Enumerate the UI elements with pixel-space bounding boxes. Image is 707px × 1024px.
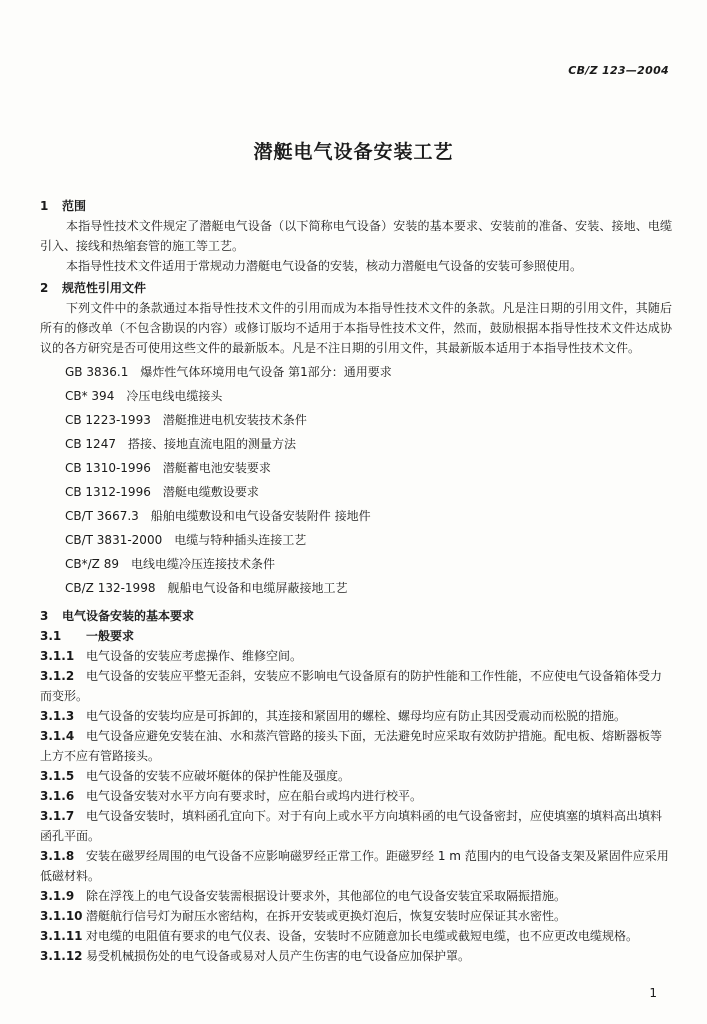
clause — [40, 846, 672, 886]
clause — [40, 706, 672, 726]
clause-number: 3.1.3 — [40, 709, 75, 723]
section-heading-basic-requirements — [40, 606, 672, 626]
clause-text: 电气设备安装对水平方向有要求时，应在船台或坞内进行校平。 — [86, 789, 423, 803]
reference-list — [40, 360, 672, 600]
reference-item — [65, 432, 672, 456]
clause-number: 3.1.6 — [40, 789, 75, 803]
reference-code: CB/Z 132-1998 — [65, 581, 156, 595]
document-body — [40, 196, 672, 966]
clause — [40, 886, 672, 906]
clause-text: 易受机械损伤处的电气设备或易对人员产生伤害的电气设备应加保护罩。 — [86, 949, 471, 963]
reference-code: GB 3836.1 — [65, 365, 129, 379]
clause-text: 电气设备的安装不应破坏艇体的保护性能及强度。 — [86, 769, 351, 783]
clause — [40, 766, 672, 786]
reference-code: CB/T 3667.3 — [65, 509, 139, 523]
clause — [40, 806, 672, 846]
reference-name: 搭接、接地直流电阻的测量方法 — [127, 437, 296, 451]
reference-code: CB* 394 — [65, 389, 115, 403]
reference-name: 潜艇电缆敷设要求 — [162, 485, 259, 499]
reference-name: 电缆与特种插头连接工艺 — [174, 533, 307, 547]
reference-name: 爆炸性气体环境用电气设备 第1部分：通用要求 — [140, 365, 392, 379]
clause — [40, 786, 672, 806]
clause — [40, 946, 672, 966]
reference-item — [65, 360, 672, 384]
subsection-title: 一般要求 — [86, 629, 135, 643]
clause — [40, 726, 672, 766]
clause-text: 对电缆的电阻值有要求的电气仪表、设备，安装时不应随意加长电缆或截短电缆，也不应更改电缆规格。 — [86, 929, 639, 943]
clause-number: 3.1.5 — [40, 769, 75, 783]
clause-text: 电气设备的安装应平整无歪斜，安装应不影响电气设备原有的防护性能和工作性能，不应使电气设备箱体受力而变形。 — [40, 669, 663, 703]
clause-text: 电气设备的安装均应是可拆卸的，其连接和紧固用的螺栓、螺母均应有防止其因受震动而松脱的措施。 — [86, 709, 627, 723]
reference-name: 船舶电缆敷设和电气设备安装附件 接地件 — [150, 509, 371, 523]
reference-name: 电线电缆冷压连接技术条件 — [130, 557, 275, 571]
paragraph: 本指导性技术文件适用于常规动力潜艇电气设备的安装，核动力潜艇电气设备的安装可参照使用。 — [66, 259, 583, 273]
clause-text: 除在浮筏上的电气设备安装需根据设计要求外，其他部位的电气设备安装宜采取隔振措施。 — [86, 889, 567, 903]
reference-item — [65, 456, 672, 480]
paragraph: 本指导性技术文件规定了潜艇电气设备（以下简称电气设备）安装的基本要求、安装前的准备、安装、接地、电缆引入、接线和热缩套管的施工等工艺。 — [40, 219, 672, 253]
section-heading-references — [40, 278, 672, 298]
clause-number: 3.1.1 — [40, 649, 75, 663]
reference-name: 潜艇蓄电池安装要求 — [162, 461, 271, 475]
clause — [40, 646, 672, 666]
reference-code: CB*/Z 89 — [65, 557, 119, 571]
clause-number: 3.1.8 — [40, 849, 75, 863]
clause — [40, 926, 672, 946]
reference-item — [65, 384, 672, 408]
clause-number: 3.1.12 — [40, 949, 83, 963]
reference-item — [65, 504, 672, 528]
subsection-number: 3.1 — [40, 629, 62, 643]
section-heading-scope — [40, 196, 672, 216]
reference-code: CB 1247 — [65, 437, 116, 451]
reference-item — [65, 552, 672, 576]
clause-number: 3.1.7 — [40, 809, 75, 823]
clause-number: 3.1.2 — [40, 669, 75, 683]
clause — [40, 906, 672, 926]
reference-item — [65, 528, 672, 552]
section-number: 3 — [40, 609, 49, 623]
paragraph: 下列文件中的条款通过本指导性技术文件的引用而成为本指导性技术文件的条款。凡是注日期的引用文件，其随后所有的修改单（不包含勘误的内容）或修订版均不适用于本指导性技术文件，然而，鼓励根据本指导性技术文件达成协议的各方研究是否可使用这些文件的最新版本。凡是不注日期的引用文件，其最新版本适用于本指导性技术文件。 — [40, 301, 672, 355]
clause-text: 电气设备的安装应考虑操作、维修空间。 — [86, 649, 303, 663]
clause-number: 3.1.11 — [40, 929, 83, 943]
reference-code: CB 1312-1996 — [65, 485, 151, 499]
page-title: 潜艇电气设备安装工艺 — [253, 141, 454, 163]
section-title: 电气设备安装的基本要求 — [62, 609, 195, 623]
clause-text: 电气设备应避免安装在油、水和蒸汽管路的接头下面，无法避免时应采取有效防护措施。配电板、熔断器板等上方不应有管路接头。 — [40, 729, 663, 763]
standard-code: CB/Z 123—2004 — [568, 64, 669, 77]
clause-number: 3.1.9 — [40, 889, 75, 903]
reference-code: CB/T 3831-2000 — [65, 533, 163, 547]
reference-name: 潜艇推进电机安装技术条件 — [162, 413, 307, 427]
reference-item — [65, 480, 672, 504]
section-title: 规范性引用文件 — [62, 281, 147, 295]
section-title: 范围 — [62, 199, 87, 213]
clause-text: 潜艇航行信号灯为耐压水密结构，在拆开安装或更换灯泡后，恢复安装时应保证其水密性。 — [86, 909, 567, 923]
section-number: 2 — [40, 281, 49, 295]
reference-item — [65, 576, 672, 600]
reference-name: 舰船电气设备和电缆屏蔽接地工艺 — [167, 581, 348, 595]
clause — [40, 666, 672, 706]
reference-code: CB 1310-1996 — [65, 461, 151, 475]
subsection-heading-general — [40, 626, 672, 646]
clause-number: 3.1.10 — [40, 909, 83, 923]
clause-text: 电气设备安装时，填料函孔宜向下。对于有向上或水平方向填料函的电气设备密封，应使填塞的填料高出填料函孔平面。 — [40, 809, 663, 843]
clause-text: 安装在磁罗经周围的电气设备不应影响磁罗经正常工作。距磁罗经 1 m 范围内的电气设备支架及紧固件应采用低磁材料。 — [40, 849, 669, 883]
clause-number: 3.1.4 — [40, 729, 75, 743]
reference-code: CB 1223-1993 — [65, 413, 151, 427]
page-number: 1 — [649, 986, 657, 1000]
section-number: 1 — [40, 199, 49, 213]
reference-item — [65, 408, 672, 432]
reference-name: 冷压电线电缆接头 — [126, 389, 223, 403]
